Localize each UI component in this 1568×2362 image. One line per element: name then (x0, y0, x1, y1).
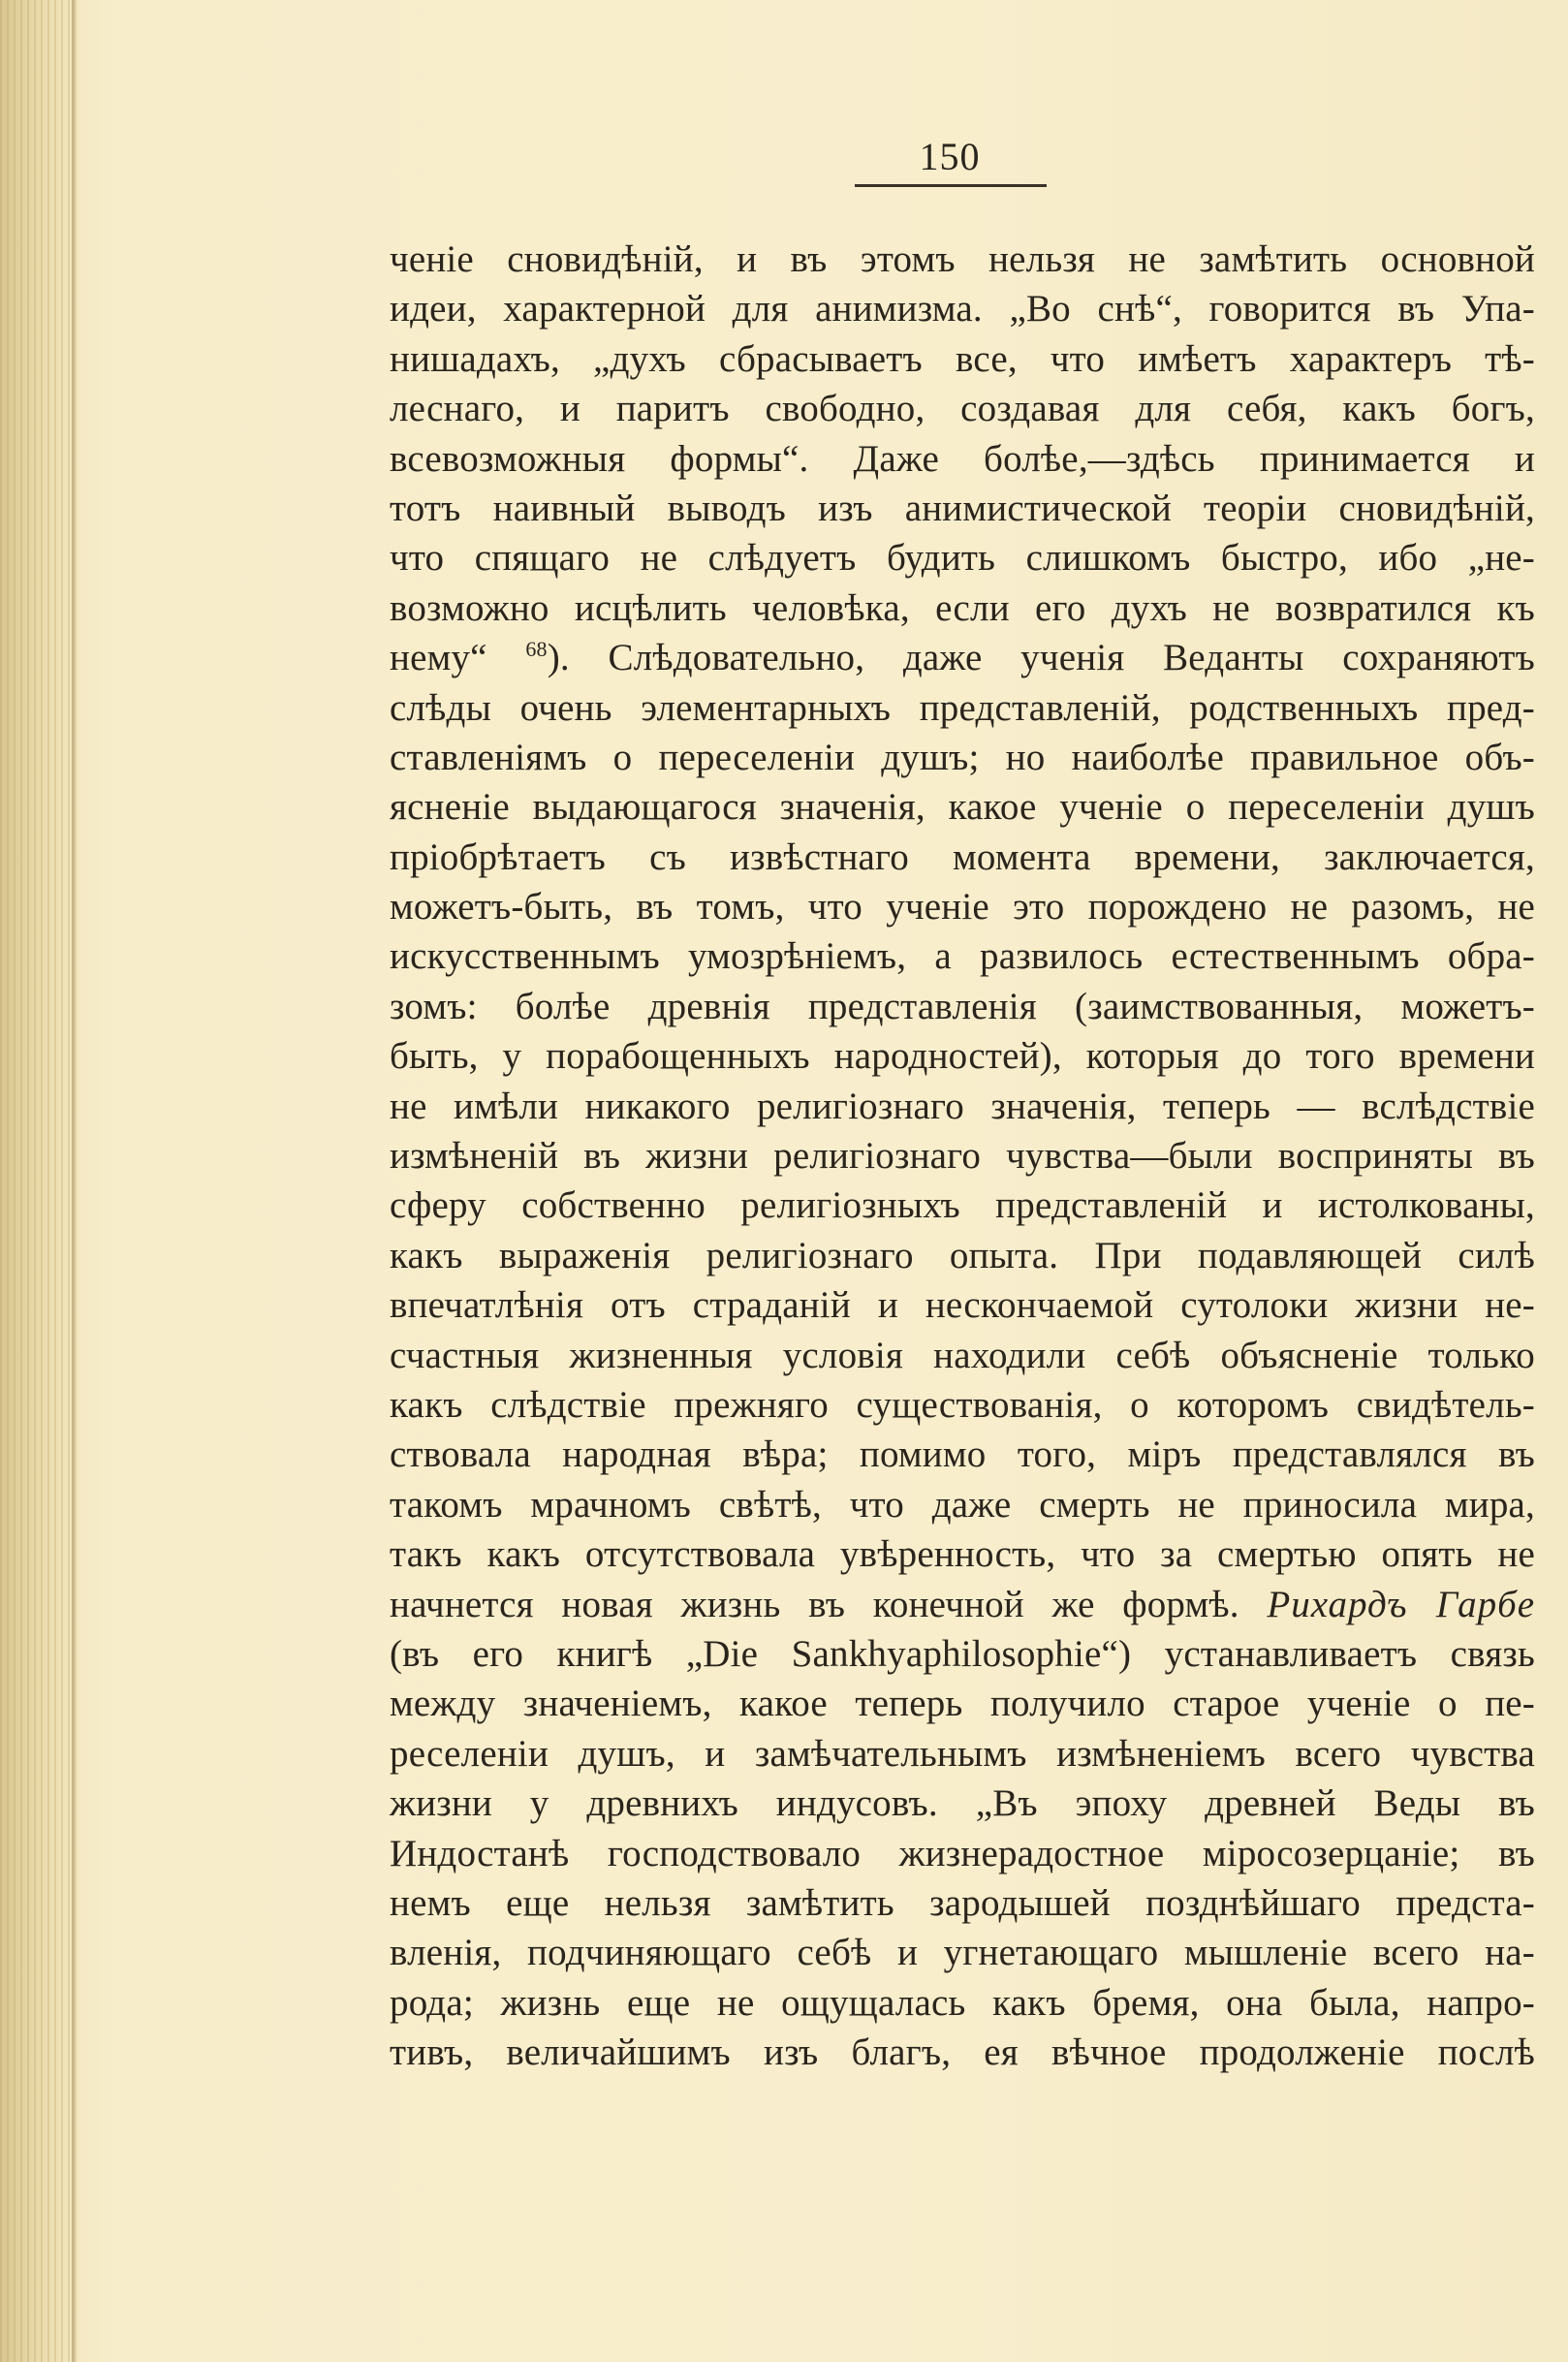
text-line: слѣды очень элементарныхъ представленій, родственныхъ пред- (390, 686, 1535, 729)
text-line: какъ слѣдствіе прежняго существованія, о которомъ свидѣтель- (390, 1383, 1535, 1426)
text-line: идеи, характерной для анимизма. „Во снѣ“, говорится въ Упа- (390, 288, 1535, 331)
text-line: ставленіямъ о переселеніи душъ; но наиболѣе правильное объ- (390, 736, 1535, 778)
text-line: можетъ-быть, въ томъ, что ученіе это порождено не разомъ, не (390, 886, 1535, 929)
text-line: нишадахъ, „духъ сбрасываетъ все, что имѣетъ характеръ тѣ- (390, 337, 1535, 380)
text-line: тотъ наивный выводъ изъ анимистической теоріи сновидѣній, (390, 487, 1535, 529)
text-line: пріобрѣтаетъ съ извѣстнаго момента времени, заключается, (390, 835, 1535, 878)
text-line: что спящаго не слѣдуетъ будить слишкомъ быстро, ибо „не- (390, 537, 1535, 580)
text-line: вленія, подчиняющаго себѣ и угнетающаго мышленіе всего на- (390, 1932, 1535, 1974)
text-line: тивъ, величайшимъ изъ благъ, ея вѣчное продолженіе послѣ (390, 2031, 1535, 2074)
text-line: Индостанѣ господствовало жизнерадостное міросозерцаніе; въ (390, 1832, 1535, 1874)
text-line-with-footnote (390, 633, 1535, 682)
text-line: такъ какъ отсутствовала увѣренность, что за смертью опять не (390, 1533, 1535, 1576)
text-line: (въ его книгѣ „Die Sankhyaphilosophie“) устанавливаетъ связь (390, 1632, 1535, 1675)
text-line: не имѣли никакого религіознаго значенія, теперь — вслѣдствіе (390, 1085, 1535, 1127)
text-line: между значеніемъ, какое теперь получило старое ученіе о пе- (390, 1683, 1535, 1725)
text-line: сферу собственно религіозныхъ представленій и истолкованы, (390, 1184, 1535, 1227)
body-text (390, 235, 1535, 2077)
page-number: 150 (919, 135, 981, 178)
text-line: леснаго, и паритъ свободно, создавая для себя, какъ богъ, (390, 388, 1535, 430)
text-line: возможно исцѣлить человѣка, если его духъ не возвратился къ (390, 586, 1535, 629)
text-line: ствовала народная вѣра; помимо того, міръ представлялся въ (390, 1433, 1535, 1476)
text-line: жизни у древнихъ индусовъ. „Въ эпоху древней Веды въ (390, 1782, 1535, 1825)
text-line: реселеніи душъ, и замѣчательнымъ измѣненіемъ всего чувства (390, 1732, 1535, 1775)
text-line: ясненіе выдающагося значенія, какое ученіе о переселеніи душъ (390, 786, 1535, 829)
binding-shadow-line (72, 0, 75, 2362)
page-number-underline (855, 184, 1047, 187)
book-binding-edge (0, 0, 79, 2362)
text-line: рода; жизнь еще не ощущалась какъ бремя, она была, напро- (390, 1981, 1535, 2024)
text-line: искусственнымъ умозрѣніемъ, а развилось естественнымъ обра- (390, 935, 1535, 978)
text-fragment: нему“ (390, 637, 487, 679)
text-line: измѣненій въ жизни религіознаго чувства—были восприняты въ (390, 1135, 1535, 1178)
text-line: немъ еще нельзя замѣтить зародышей позднѣйшаго предста- (390, 1881, 1535, 1924)
text-line: какъ выраженія религіознаго опыта. При подавляющей силѣ (390, 1234, 1535, 1276)
text-line: такомъ мрачномъ свѣтѣ, что даже смерть не приносила мира, (390, 1483, 1535, 1526)
text-fragment: ). Слѣдовательно, даже ученія Веданты сохраняютъ (547, 637, 1535, 679)
text-line: быть, у порабощенныхъ народностей), которыя до того времени (390, 1035, 1535, 1078)
text-line: зомъ: болѣе древнія представленія (заимствованныя, можетъ- (390, 985, 1535, 1027)
text-line: всевозможныя формы“. Даже болѣе,—здѣсь принимается и (390, 437, 1535, 480)
text-line: счастныя жизненныя условія находили себѣ объясненіе только (390, 1334, 1535, 1376)
text-line: впечатлѣнія отъ страданій и нескончаемой сутолоки жизни не- (390, 1284, 1535, 1327)
text-line: ченіе сновидѣній, и въ этомъ нельзя не замѣтить основной (390, 238, 1535, 280)
footnote-marker: 68 (525, 637, 548, 662)
text-fragment: начнется новая жизнь въ конечной же формѣ. (390, 1583, 1239, 1625)
text-line-with-author (390, 1580, 1535, 1629)
author-name: Рихардъ Гарбе (1267, 1583, 1536, 1625)
